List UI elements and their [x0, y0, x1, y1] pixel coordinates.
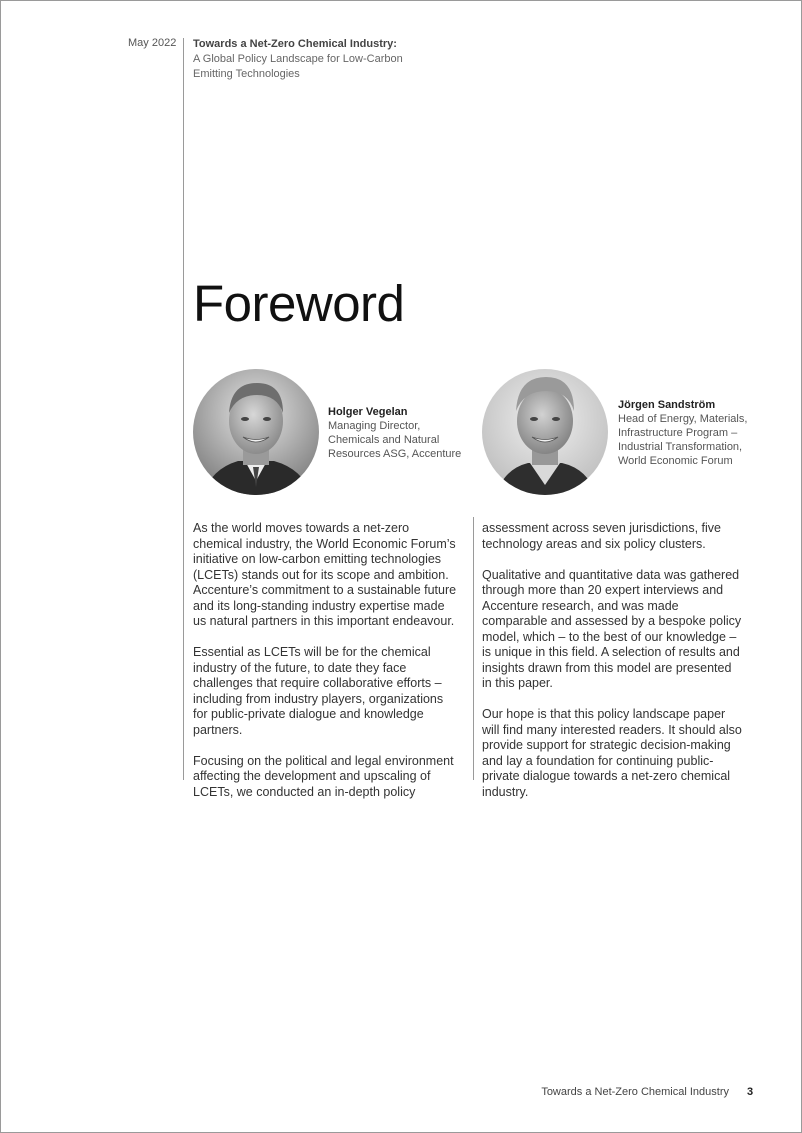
- footer-title: Towards a Net-Zero Chemical Industry: [541, 1086, 729, 1098]
- header-title-main: Towards a Net-Zero Chemical Industry:: [193, 38, 397, 50]
- paragraph: As the world moves towards a net-zero chemical industry, the World Economic Forum’s initiative on low-carbon emitting technologies (LCETs) stands out for its scope and ambition. Accenture’s commitment to a sustainable future and its long-standing industry expertise made us natural partners in this important endeavour.: [193, 521, 457, 628]
- paragraph: Essential as LCETs will be for the chemical industry of the future, to date they face challenges that require collaborative efforts – including from industry players, organizations for public-private dialogue and knowledge partners.: [193, 645, 444, 737]
- portrait-holger-vegelan: [193, 369, 319, 495]
- paragraph: assessment across seven jurisdictions, five technology areas and six policy clusters.: [482, 521, 721, 551]
- header-title: [193, 37, 423, 82]
- person-role: Managing Director, Chemicals and Natural Resources ASG, Accenture: [328, 420, 462, 460]
- person-holger-vegelan: [328, 405, 463, 461]
- column-divider: [473, 517, 474, 780]
- portrait-jorgen-sandstrom: [482, 369, 608, 495]
- body-column-left: [193, 521, 461, 816]
- body-column-right: [482, 521, 744, 816]
- paragraph: Qualitative and quantitative data was gathered through more than 20 expert interviews and Accenture research, and was made comparable and assessed by a bespoke policy model, which – to the best of our knowledge – is unique in this field. A selection of results and insights drawn from this model are presented in this paper.: [482, 567, 742, 690]
- header-date: May 2022: [128, 37, 177, 49]
- page-number: 3: [747, 1086, 754, 1098]
- paragraph: Our hope is that this policy landscape paper will find many interested readers. It should also provide support for strategic decision-making and lay a foundation for continuing public-private dialogue towards a net-zero chemical industry.: [482, 707, 742, 799]
- page-title: Foreword: [193, 275, 405, 332]
- person-name: Jörgen Sandström: [618, 399, 716, 411]
- header-divider: [183, 38, 184, 780]
- paragraph: Focusing on the political and legal environment affecting the development and upscaling of LCETs, we conducted an in-depth policy: [193, 753, 454, 799]
- person-name: Holger Vegelan: [328, 406, 408, 418]
- person-role: Head of Energy, Materials, Infrastructure Program – Industrial Transformation, World Economic Forum: [618, 413, 748, 467]
- person-jorgen-sandstrom: [618, 398, 748, 468]
- header-title-subtitle: A Global Policy Landscape for Low-Carbon Emitting Technologies: [193, 53, 403, 80]
